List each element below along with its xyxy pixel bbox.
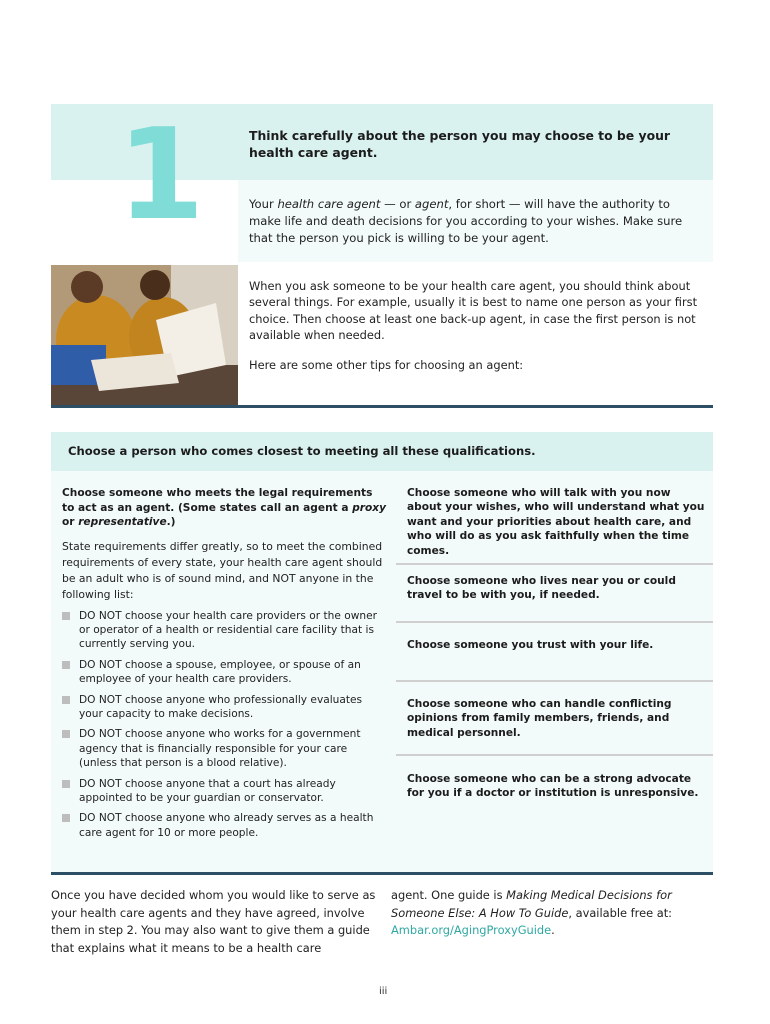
intro-text: , for short — will have the authority to make life and death decisions for you according to your wishes. Make sure that the person you pick is willing to be your agent.: [249, 197, 683, 245]
footer-text: agent. One guide is: [391, 888, 507, 902]
list-item-text: DO NOT choose anyone who works for a government agency that is financially responsible for your care (unless that person is a blood relative).: [79, 728, 361, 770]
list-item: [62, 727, 387, 770]
list-item-text: DO NOT choose anyone who already serves as a health care agent for 10 or more people.: [79, 812, 374, 839]
list-item: [62, 658, 387, 687]
do-not-list: [62, 609, 387, 841]
body-paragraph-1: When you ask someone to be your health care agent, you should think about several things. For example, usually it is best to name one person as your first choice. Then choose at least one back-up agent, in case the first person is not available when needed.: [249, 279, 698, 343]
list-item: [62, 693, 387, 722]
square-bullet-icon: [62, 696, 70, 704]
list-item: [62, 777, 387, 806]
footer-paragraph-left: Once you have decided whom you would like to serve as your health care agents and they have agreed, involve them in step 2. You may also want to give them a guide that explains what it means to be a health care: [51, 888, 376, 955]
bottom-divider: [51, 872, 713, 875]
qualification-divider: [396, 754, 713, 756]
intro-text: Your: [249, 197, 278, 211]
qualification-divider: [396, 680, 713, 682]
body-paragraph-2: Here are some other tips for choosing an agent:: [249, 358, 524, 372]
photo-illustration: [51, 265, 238, 407]
square-bullet-icon: [62, 814, 70, 822]
state-requirements-paragraph: State requirements differ greatly, so to meet the combined requirements of every state, your health care agent should be an adult who is of sound mind, and NOT anyone in the following list:: [62, 539, 383, 602]
step-heading: Think carefully about the person you may choose to be your health care agent.: [249, 128, 671, 160]
square-bullet-icon: [62, 780, 70, 788]
lead-term-proxy: proxy: [352, 501, 387, 514]
lead-text: Choose someone who meets the legal requirements to act as an agent. (Some states call an agent a: [62, 487, 373, 514]
legal-requirements-column: [62, 486, 387, 846]
square-bullet-icon: [62, 661, 70, 669]
legal-requirements-lead: [62, 486, 387, 530]
qualification-divider: [396, 621, 713, 623]
guide-link[interactable]: Ambar.org/AgingProxyGuide: [391, 923, 552, 938]
list-item-text: DO NOT choose your health care providers or the owner or operator of a health or residential care facility that is currently serving you.: [79, 609, 378, 651]
list-item-text: DO NOT choose anyone who professionally evaluates your capacity to make decisions.: [79, 693, 363, 721]
qualification-conflict: Choose someone who can handle conflicting opinions from family members, friends, and medical personnel.: [407, 698, 672, 739]
square-bullet-icon: [62, 730, 70, 738]
list-item: [62, 609, 387, 652]
lead-term-representative: representative: [78, 516, 167, 529]
people-reading-photo: [51, 265, 238, 407]
page-number: iii: [379, 986, 388, 997]
footer-text: , available free at:: [568, 905, 672, 920]
intro-paragraph: [249, 196, 704, 247]
qualification-advocate: Choose someone who can be a strong advocate for you if a doctor or institution is unresponsive.: [407, 773, 699, 800]
list-item-text: DO NOT choose anyone that a court has already appointed to be your guardian or conservator.: [79, 777, 336, 805]
guide-title: Making Medical Decisions for Someone Else: A How To Guide: [391, 888, 672, 920]
footer-text: .: [551, 923, 555, 938]
person-left-head: [71, 271, 103, 303]
lead-text: .): [166, 516, 176, 529]
person-right-head: [140, 270, 170, 300]
square-bullet-icon: [62, 612, 70, 620]
qualification-talk: Choose someone who will talk with you now about your wishes, who will understand what you want and your priorities about health care, and who will do as you ask faithfully when the time comes.: [407, 487, 705, 557]
step-number: 1: [117, 101, 201, 248]
footer-paragraph-right: [391, 887, 711, 940]
qualification-trust: Choose someone you trust with your life.: [407, 639, 654, 651]
section-divider: [51, 405, 713, 408]
qualification-nearby: Choose someone who lives near you or could travel to be with you, if needed.: [407, 575, 676, 602]
intro-term-short: agent: [414, 197, 449, 211]
intro-text: — or: [380, 197, 415, 211]
qualifications-title: Choose a person who comes closest to meeting all these qualifications.: [68, 444, 536, 458]
lead-text: or: [62, 516, 79, 529]
qualification-divider: [396, 563, 713, 565]
intro-term-agent: health care agent: [277, 197, 381, 211]
list-item-text: DO NOT choose a spouse, employee, or spouse of an employee of your health care providers.: [79, 658, 361, 686]
list-item: [62, 811, 387, 840]
